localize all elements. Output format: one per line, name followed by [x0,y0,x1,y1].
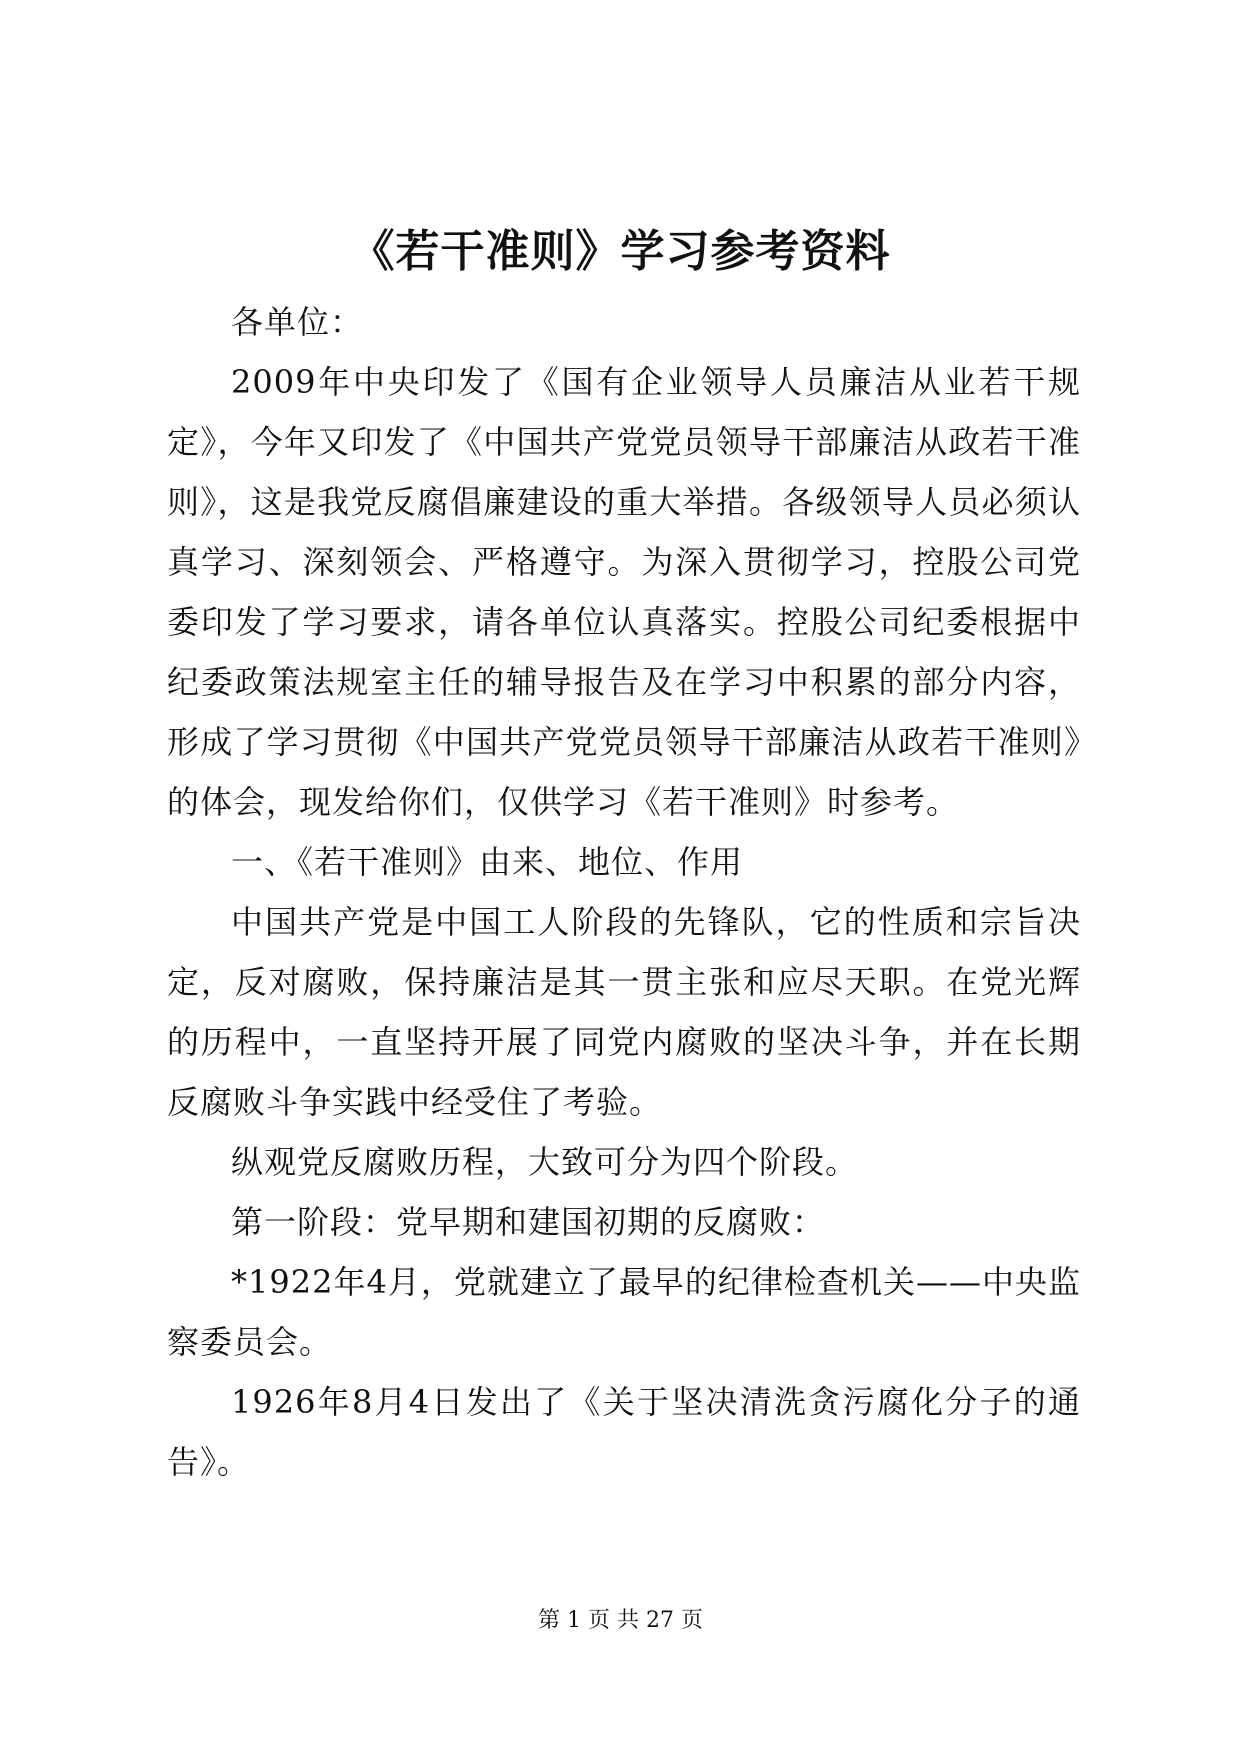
intro-paragraph: 2009年中央印发了《国有企业领导人员廉洁从业若干规定》，今年又印发了《中国共产党党员领导干部廉洁从政若干准则》，这是我党反腐倡廉建设的重大举措。各级领导人员必须认真学习、深刻领会、严格遵守。为深入贯彻学习，控股公司党委印发了学习要求，请各单位认真落实。控股公司纪委根据中纪委政策法规室主任的辅导报告及在学习中积累的部分内容，形成了学习贯彻《中国共产党党员领导干部廉洁从政若干准则》的体会，现发给你们，仅供学习《若干准则》时参考。 [167,363,1081,821]
document-title: 《若干准则》学习参考资料 [350,226,891,277]
salutation-paragraph: 各单位： [231,303,364,341]
body-paragraph: 纵观党反腐败历程，大致可分为四个阶段。 [231,1143,859,1181]
document-body [167,292,1081,1492]
body-paragraph: 中国共产党是中国工人阶段的先锋队，它的性质和宗旨决定，反对腐败，保持廉洁是其一贯主张和应尽天职。在党光辉的历程中，一直坚持开展了同党内腐败的坚决斗争，并在长期反腐败斗争实践中经受住了考验。 [167,903,1081,1121]
stage-heading: 第一阶段：党早期和建国初期的反腐败： [231,1203,826,1241]
section-heading: 一、《若干准则》由来、地位、作用 [231,843,744,881]
list-item: *1922年4月，党就建立了最早的纪律检查机关——中央监察委员会。 [167,1263,1081,1361]
page-number-footer: 第 1 页 共 27 页 [538,1608,703,1633]
list-item: 1926年8月4日发出了《关于坚决清洗贪污腐化分子的通告》。 [167,1383,1081,1481]
